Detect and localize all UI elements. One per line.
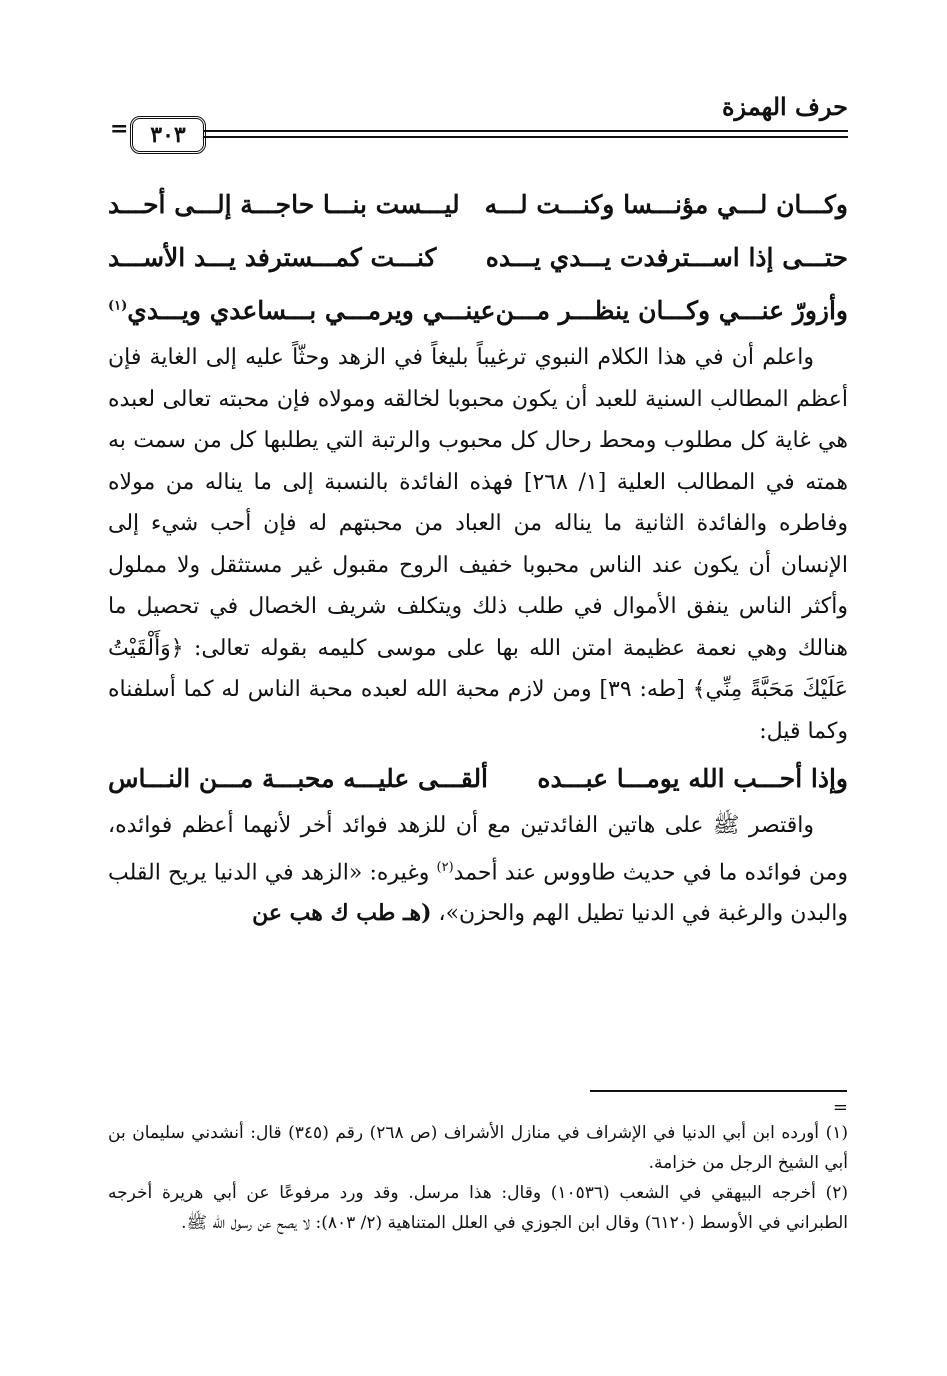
- verse-second-hemistich: [108, 296, 495, 325]
- paragraph: واعلم أن في هذا الكلام النبوي ترغيباً بليغاً في الزهد وحثّاً عليه إلى الغاية فإن أعظم المطالب السنية للعبد أن يكون محبوبا لخالقه ومولاه فإن محبته تعالى لعبده هي غاية كل مطلوب ومحط رحال كل محبوب والرتبة التي يطلبها كل من سمت به همته في المطالب العلية [١/ ٢٦٨] فهذه الفائدة بالنسبة إلى ما يناله من مولاه وفاطره والفائدة الثانية ما يناله من العباد من محبتهم له فإن أحب شيء إلى الإنسان أن يكون عند الناس محبوبا خفيف الروح مقبول غير مستثقل ولا مملول وأكثر الناس ينفق الأموال في طلب ذلك ويتكلف شريف الخصال في تحصيل ما هنالك وهي نعمة عظيمة امتن الله بها على موسى كليمه بقوله تعالى: ﴿وَأَلْقَيْتُ عَلَيْكَ مَحَبَّةً مِنِّي﴾ [طه: ٣٩] ومن لازم محبة الله لعبده محبة الناس له كما أسلفناه وكما قيل:: [108, 345, 848, 744]
- verse-second-hemistich: ألقـــى عليـــه محبـــة مـــن النـــاس: [108, 764, 489, 793]
- main-text: [108, 178, 848, 935]
- verse-first-hemistich: وأزورّ عنـــي وكـــان ينظـــر مـــن: [495, 296, 848, 325]
- source-codes: (هـ طب ك هب عن: [252, 900, 432, 927]
- verse-first-hemistich: حتـــى إذا اســـترفدت يـــدي يـــده: [485, 243, 848, 272]
- footnotes: [108, 1098, 848, 1238]
- poem-verse: [108, 284, 848, 337]
- footnote: (٢) أخرجه البيهقي في الشعب (١٠٥٣٦) وقال: هذا مرسل. وقد ورد مرفوعًا عن أبي هريرة أخرجه الطبراني في الأوسط (٦١٢٠) وقال ابن الجوزي في العلل المتناهية (٢/ ٨٠٣): لا يصح عن رسول الله ﷺ.: [108, 1183, 848, 1233]
- chapter-title: حرف الهمزة: [721, 92, 848, 121]
- footnote: (١) أورده ابن أبي الدنيا في الإشراف في منازل الأشراف (ص ٢٦٨) رقم (٣٤٥) قال: أنشدني سليمان بن أبي الشيخ الرجل من خزامة.: [108, 1123, 848, 1173]
- continuation-mark: =: [110, 116, 129, 142]
- paragraph: [108, 805, 848, 935]
- verse-first-hemistich: وإذا أحـــب الله يومـــا عبـــده: [537, 764, 848, 793]
- page-header: [108, 92, 848, 160]
- header-rule-bottom: [204, 136, 848, 138]
- footnote-reference: (٢): [436, 859, 454, 875]
- page-number: ٣٠٣: [130, 116, 206, 154]
- footnote-reference: (١): [108, 298, 128, 314]
- verse-text: عينـــي ويرمـــي بـــساعدي ويـــدي: [127, 296, 496, 325]
- poem-verse: [108, 752, 848, 805]
- poem-verse: [108, 231, 848, 284]
- paragraph-text: واقتصر ﷺ على هاتين الفائدتين مع أن للزهد فوائد أخر لأنهما أعظم فوائده، ومن فوائده ما في حديث طاووس عند أحمد: [108, 813, 848, 885]
- paragraph-text: وغيره: «الزهد في الدنيا يريح القلب والبدن والرغبة في الدنيا تطيل الهم والحزن»،: [108, 859, 848, 927]
- verse-second-hemistich: ليـــست بنـــا حاجـــة إلـــى أحـــد: [108, 190, 460, 219]
- verse-second-hemistich: كنـــت كمـــسترفد يـــد الأســـد: [108, 243, 437, 272]
- footnote-continuation-mark: =: [832, 1097, 848, 1118]
- verse-first-hemistich: وكـــان لـــي مؤنـــسا وكنـــت لـــه: [484, 190, 848, 219]
- header-rule-top: [204, 130, 848, 132]
- poem-verse: [108, 178, 848, 231]
- footnote-separator: [590, 1090, 847, 1092]
